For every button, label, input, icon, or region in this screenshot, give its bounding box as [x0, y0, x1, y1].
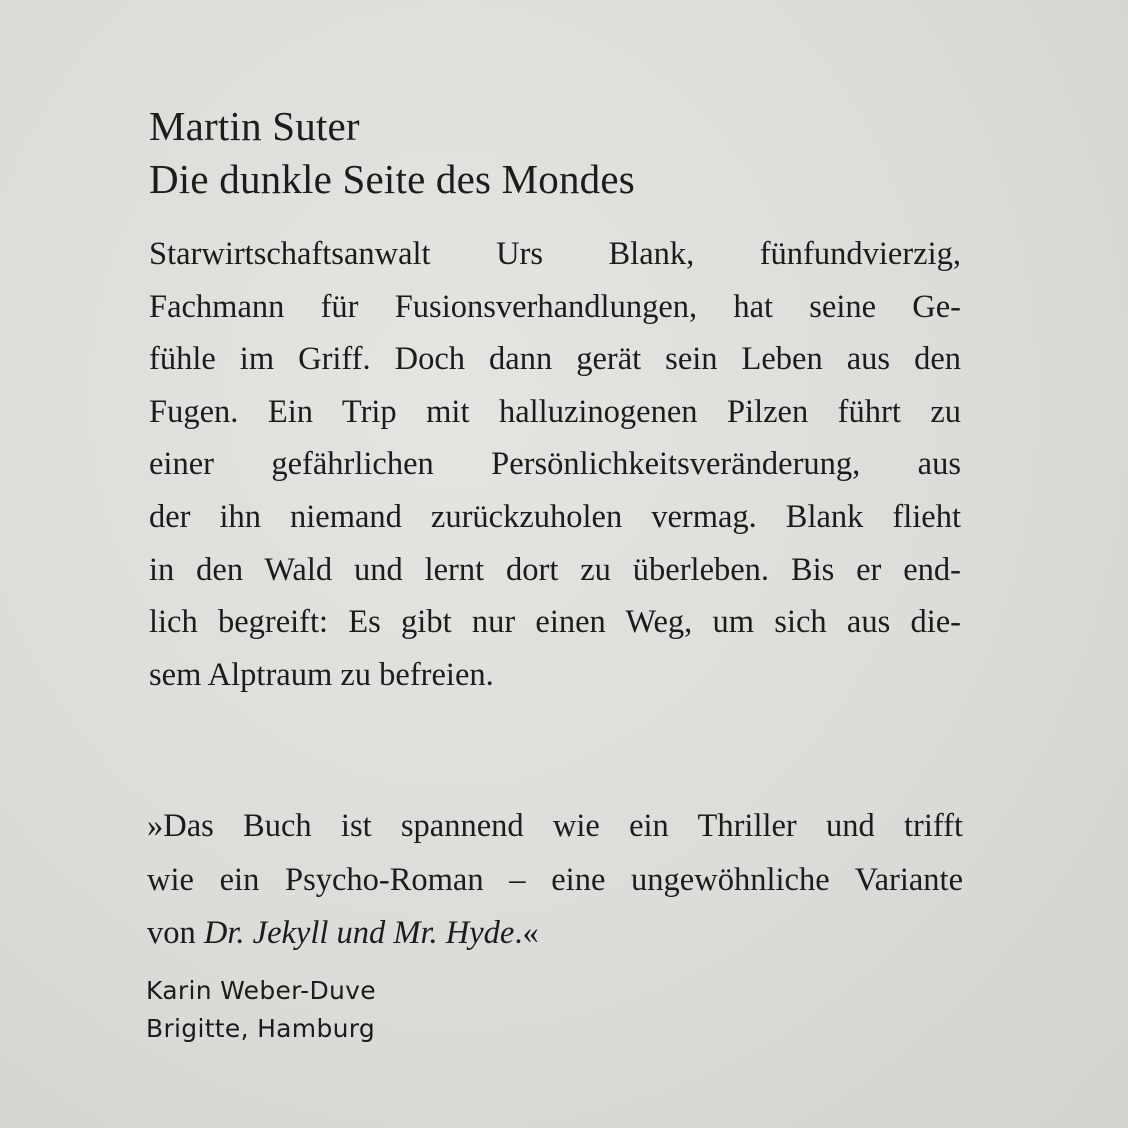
- blurb-paragraph: [149, 228, 961, 701]
- author-name: Martin Suter: [149, 103, 360, 149]
- blurb-line: fühle im Griff. Doch dann gerät sein Leben aus den: [149, 341, 961, 378]
- reviewer-name: Karin Weber-Duve: [146, 976, 376, 1005]
- quote-line: wie ein Psycho-Roman – eine ungewöhnliche Variante: [147, 861, 963, 898]
- blurb-line: sem Alptraum zu befreien.: [149, 656, 494, 693]
- quote-line: »Das Buch ist spannend wie ein Thriller und trifft: [147, 808, 963, 844]
- quote-referenced-title: Dr. Jekyll und Mr. Hyde: [203, 915, 515, 951]
- reviewer-publication: Brigitte, Hamburg: [146, 1014, 376, 1043]
- quote-line: [147, 907, 963, 961]
- blurb-line: in den Wald und lernt dort zu überleben. Bis er end-: [149, 551, 961, 588]
- blurb-line: lich begreift: Es gibt nur einen Weg, um sich aus die-: [149, 604, 961, 641]
- blurb-line: Starwirtschaftsanwalt Urs Blank, fünfundvierzig,: [149, 236, 961, 272]
- book-title: Die dunkle Seite des Mondes: [149, 156, 635, 202]
- quote-prefix: von: [147, 915, 204, 951]
- blurb-line: Fachmann für Fusionsverhandlungen, hat seine Ge-: [149, 288, 961, 325]
- review-quote: [147, 800, 963, 961]
- blurb-line: der ihn niemand zurückzuholen vermag. Blank flieht: [149, 498, 961, 535]
- blurb-line: Fugen. Ein Trip mit halluzinogenen Pilzen führt zu: [149, 393, 961, 430]
- quote-attribution: [146, 972, 376, 1048]
- blurb-line: einer gefährlichen Persönlichkeitsveränderung, aus: [149, 446, 961, 483]
- quote-suffix: .«: [514, 915, 539, 951]
